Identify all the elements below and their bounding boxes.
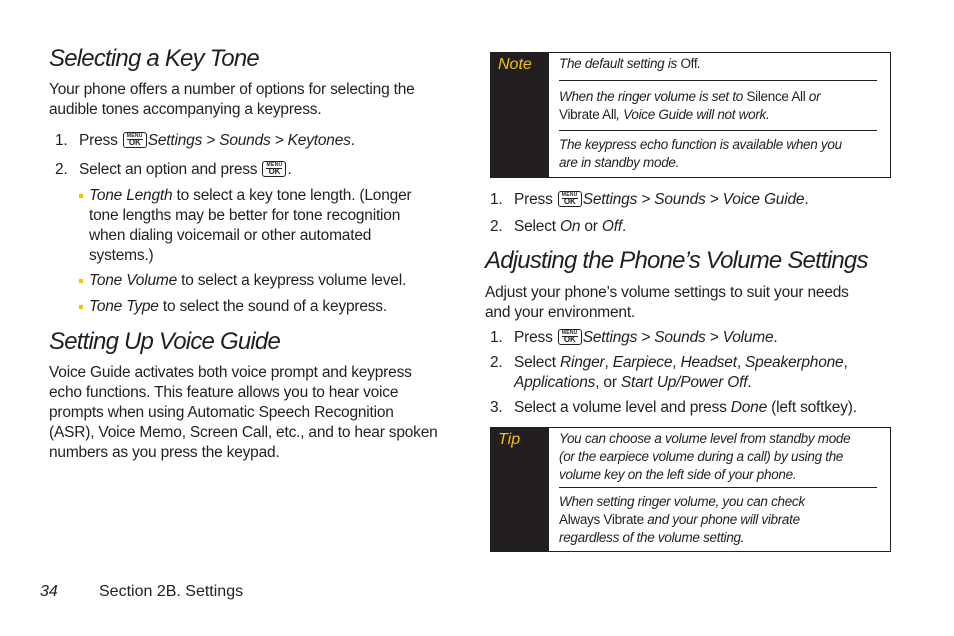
bullet-square-icon: [79, 305, 83, 309]
key-tone-intro: Your phone offers a number of options for selecting the audible tones accompanying a keypress.: [49, 81, 415, 118]
note-label: Note: [498, 56, 532, 73]
bullet-square-icon: [79, 279, 83, 283]
note-default-setting: The default setting is Off.: [559, 56, 701, 71]
voice-guide-body: Voice Guide activates both voice prompt and keypress echo functions. This feature allows you to hear voice prompts when using Automatic Speech Recognition (ASR), Voice Memo, Screen Call, etc., and to hear spoken numbers as you press the keypad.: [49, 364, 438, 461]
tip-label-panel: [491, 428, 549, 551]
section-title-key-tone: Selecting a Key Tone: [49, 45, 259, 72]
menu-ok-key-icon: MENU OK: [123, 132, 147, 148]
footer-section: Section 2B. Settings: [99, 583, 244, 600]
bullet-square-icon: [79, 194, 83, 198]
menu-ok-key-icon: MENU OK: [558, 329, 582, 345]
note-divider: [559, 130, 877, 131]
section-title-volume-settings: Adjusting the Phone’s Volume Settings: [485, 247, 868, 274]
volume-intro: Adjust your phone’s volume settings to suit your needs and your environment.: [485, 284, 849, 321]
tip-standby-volume: You can choose a volume level from standby mode (or the earpiece volume during a call) by using the volume key on the left side of your phone.: [559, 431, 851, 482]
tip-always-vibrate: When setting ringer volume, you can check Always Vibrate and your phone will vibrate regardless of the volume setting.: [559, 494, 805, 545]
note-ringer-volume: When the ringer volume is set to Silence All or Vibrate All, Voice Guide will not work.: [559, 89, 821, 122]
note-divider: [559, 80, 877, 81]
note-keypress-echo: The keypress echo function is available when you are in standby mode.: [559, 137, 842, 170]
tip-divider: [559, 487, 877, 488]
tip-label: Tip: [498, 431, 521, 448]
menu-ok-key-icon: MENU OK: [262, 161, 286, 177]
section-title-voice-guide: Setting Up Voice Guide: [49, 328, 280, 355]
menu-ok-key-icon: MENU OK: [558, 191, 582, 207]
note-label-panel: [491, 53, 549, 177]
page-number: 34: [40, 583, 58, 600]
